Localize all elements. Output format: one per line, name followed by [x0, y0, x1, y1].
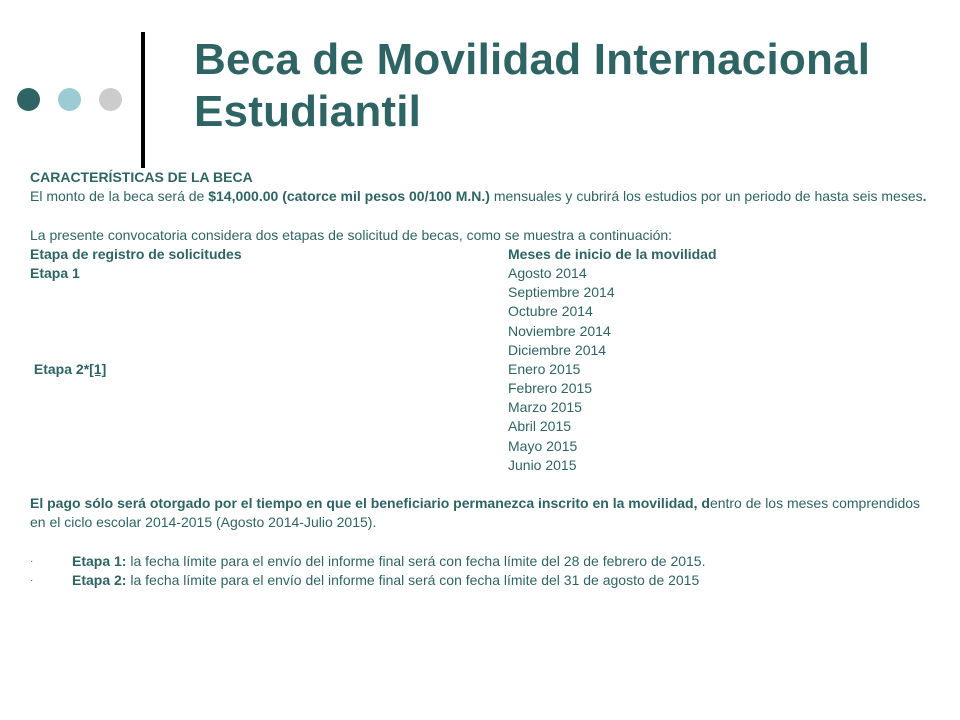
bullet-dot-icon: · [30, 555, 34, 567]
schedule-stage [30, 456, 508, 475]
schedule-month: Enero 2015 [508, 360, 581, 377]
schedule-month: Mayo 2015 [508, 437, 578, 454]
schedule-row [30, 360, 935, 379]
schedule-header-right: Meses de inicio de la movilidad [508, 245, 717, 262]
schedule-month: Abril 2015 [508, 418, 572, 435]
schedule-month: Octubre 2014 [508, 303, 593, 320]
amount-value: $14,000.00 (catorce mil pesos 00/100 M.N.) [208, 188, 490, 205]
schedule-stage [30, 264, 508, 283]
amount-outro: mensuales y cubrirá los estudios por un periodo de hasta seis meses [489, 188, 923, 205]
schedule-month: Febrero 2015 [508, 380, 593, 397]
slide-title-line2: Estudiantil [194, 87, 422, 136]
dot-light-blue-icon [58, 88, 81, 111]
schedule-header-left: Etapa de registro de solicitudes [30, 245, 242, 262]
deadline-stage: Etapa 1: [72, 552, 127, 569]
slide-body [30, 168, 935, 590]
schedule-row [30, 341, 935, 360]
schedule-stage-label: Etapa 2* [30, 360, 90, 377]
deadline-stage: Etapa 2: [72, 572, 127, 589]
schedule-row [30, 322, 935, 341]
schedule-month: Noviembre 2014 [508, 322, 611, 339]
schedule-stage [30, 417, 508, 436]
slide-title-line1: Beca de Movilidad Internacional [194, 35, 871, 84]
deadline-text [72, 571, 699, 590]
schedule-stage [30, 398, 508, 417]
schedule-stage-label: Etapa 1 [30, 264, 80, 281]
schedule-stage [30, 322, 508, 341]
schedule-stage [30, 302, 508, 321]
deadline-list [30, 552, 935, 590]
schedule-row [30, 379, 935, 398]
title-divider [141, 32, 145, 168]
schedule-row [30, 264, 935, 283]
amount-intro: El monto de la beca será de [30, 188, 209, 205]
schedule-row [30, 456, 935, 475]
schedule-month: Agosto 2014 [508, 264, 587, 281]
schedule-row [30, 398, 935, 417]
payment-bold: El pago sólo será otorgado por el tiempo en que el beneficiario permanezca inscrito en la movilidad, d [30, 495, 710, 512]
payment-normal: entro de los meses comprendidos en el ciclo escolar 2014-2015 (Agosto 2014-Julio 2015). [30, 495, 921, 531]
footnote-link[interactable]: [1] [89, 360, 107, 377]
schedule-row [30, 283, 935, 302]
bullet-dot-icon: · [30, 575, 34, 587]
deadline-item [30, 552, 935, 571]
decorative-dots [17, 88, 122, 111]
schedule-month: Septiembre 2014 [508, 284, 615, 301]
deadline-description: la fecha límite para el envío del informe final será con fecha límite del 28 de febrero de 2015. [126, 552, 706, 569]
slide-title [194, 34, 870, 138]
deadline-description: la fecha límite para el envío del informe final será con fecha límite del 31 de agosto de 2015 [126, 572, 700, 589]
schedule-row [30, 302, 935, 321]
dot-gray-icon [99, 88, 122, 111]
schedule-month: Junio 2015 [508, 456, 577, 473]
schedule-row [30, 437, 935, 456]
amount-end: . [922, 188, 927, 205]
deadline-text [72, 552, 705, 571]
scholarship-amount-paragraph [30, 187, 935, 206]
schedule-stage [30, 437, 508, 456]
schedule-month: Diciembre 2014 [508, 341, 607, 358]
schedule-header [30, 245, 935, 264]
stages-intro-paragraph: La presente convocatoria considera dos etapas de solicitud de becas, como se muestra a continuación: [30, 226, 673, 243]
section-heading: CARACTERÍSTICAS DE LA BECA [30, 169, 253, 185]
dot-dark-icon [17, 88, 40, 111]
schedule-month: Marzo 2015 [508, 399, 582, 416]
schedule-stage [30, 379, 508, 398]
schedule-row [30, 417, 935, 436]
schedule-stage [30, 360, 508, 379]
schedule-stage [30, 341, 508, 360]
schedule-rows [30, 264, 935, 475]
payment-paragraph [30, 494, 935, 532]
deadline-item [30, 571, 935, 590]
schedule-stage [30, 283, 508, 302]
